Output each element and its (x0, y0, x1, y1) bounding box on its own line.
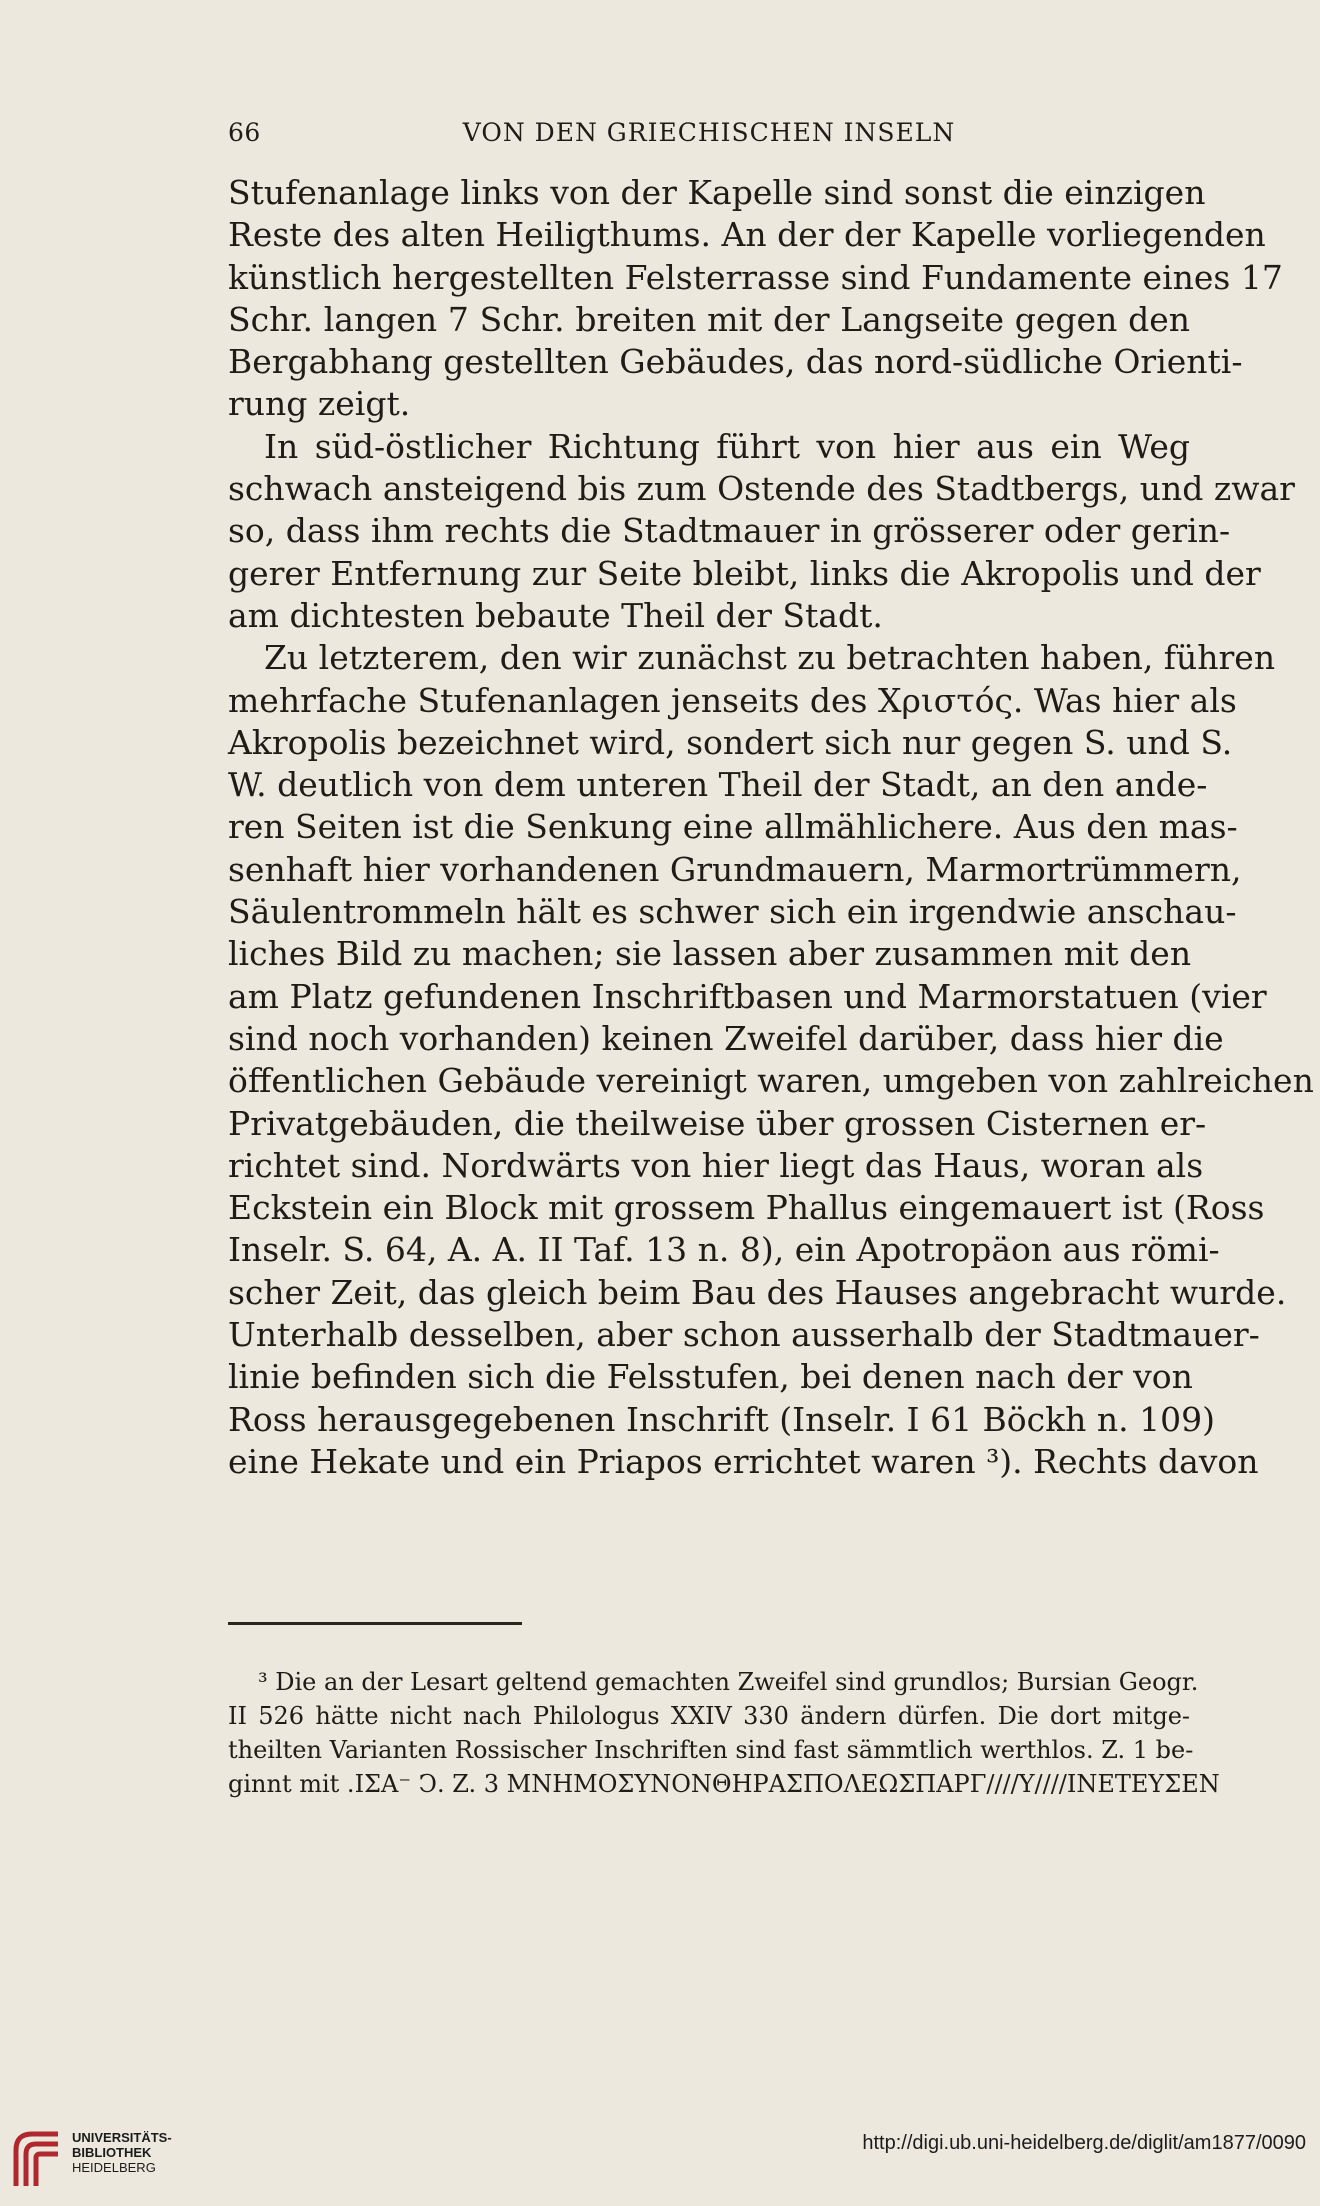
text-line: Säulentrommeln hält es schwer sich ein irgendwie anschau- (228, 892, 1237, 932)
footnote-line: II 526 hätte nicht nach Philologus XXIV 330 ändern dürfen. Die dort mitge- (228, 1702, 1190, 1730)
text-line: linie befinden sich die Felsstufen, bei denen nach der von (228, 1357, 1193, 1397)
library-logo-text (72, 2130, 172, 2175)
footnote-rule (228, 1622, 522, 1625)
text-line: liches Bild zu machen; sie lassen aber zusammen mit den (228, 934, 1192, 974)
text-line: eine Hekate und ein Priapos errichtet waren ³). Rechts davon (228, 1441, 1259, 1481)
text-line: gerer Entfernung zur Seite bleibt, links die Akropolis und der (228, 553, 1261, 593)
logo-line-3: HEIDELBERG (72, 2160, 156, 2175)
text-line: am dichtesten bebaute Theil der Stadt. (228, 595, 883, 635)
permalink-url[interactable]: http://digi.ub.uni-heidelberg.de/diglit/am1877/0090 (862, 2132, 1306, 2154)
text-line: Unterhalb desselben, aber schon ausserhalb der Stadtmauer- (228, 1315, 1260, 1355)
running-head (228, 118, 1190, 158)
text-line: Reste des alten Heiligthums. An der der Kapelle vorliegenden (228, 215, 1266, 255)
text-line: In süd-östlicher Richtung führt von hier aus ein Weg (264, 426, 1190, 466)
footnote-line: ginnt mit .ΙΣΑ⁻ Ͻ. Z. 3 ΜΝΗΜΟΣΥΝΟΝΘΗΡΑΣΠΟΛΕΩΣΠΑΡΓ////Υ////ΙΝΕΤΕΥΣΕΝ (228, 1770, 1220, 1798)
text-line: Eckstein ein Block mit grossem Phallus eingemauert ist (Ross (228, 1188, 1265, 1228)
footnote-line: ³ Die an der Lesart geltend gemachten Zweifel sind grundlos; Bursian Geogr. (258, 1668, 1199, 1696)
text-line: sind noch vorhanden) keinen Zweifel darüber, dass hier die (228, 1018, 1224, 1058)
text-line: scher Zeit, das gleich beim Bau des Hauses angebracht wurde. (228, 1272, 1287, 1312)
text-line: Inselr. S. 64, A. A. II Taf. 13 n. 8), ein Apotropäon aus römi- (228, 1230, 1220, 1270)
text-line: schwach ansteigend bis zum Ostende des Stadtbergs, und zwar (228, 469, 1295, 509)
text-line: Zu letzterem, den wir zunächst zu betrachten haben, führen (264, 638, 1276, 678)
text-line: so, dass ihm rechts die Stadtmauer in grösserer oder gerin- (228, 511, 1231, 551)
logo-line-1: UNIVERSITÄTS- (72, 2130, 172, 2145)
text-line: Akropolis bezeichnet wird, sondert sich nur gegen S. und S. (228, 722, 1233, 762)
text-line: Schr. langen 7 Schr. breiten mit der Langseite gegen den (228, 299, 1190, 339)
text-line: öffentlichen Gebäude vereinigt waren, umgeben von zahlreichen (228, 1061, 1314, 1101)
text-line: ren Seiten ist die Senkung eine allmählichere. Aus den mas- (228, 807, 1238, 847)
text-line: rung zeigt. (228, 384, 411, 424)
text-line: richtet sind. Nordwärts von hier liegt das Haus, woran als (228, 1145, 1204, 1185)
text-line: Ross herausgegebenen Inschrift (Inselr. I 61 Böckh n. 109) (228, 1399, 1215, 1439)
body-text (228, 172, 1314, 1483)
text-line: am Platz gefundenen Inschriftbasen und Marmorstatuen (vier (228, 976, 1267, 1016)
text-line: W. deutlich von dem unteren Theil der Stadt, an den ande- (228, 765, 1208, 805)
library-logo[interactable] (10, 2122, 180, 2192)
footnote (228, 1665, 1220, 1801)
text-line: künstlich hergestellten Felsterrasse sind Fundamente eines 17 (228, 257, 1283, 297)
footer (0, 2122, 1320, 2206)
text-line: Bergabhang gestellten Gebäudes, das nord-südliche Orienti- (228, 342, 1243, 382)
text-line: Stufenanlage links von der Kapelle sind sonst die einzigen (228, 173, 1206, 212)
footnote-line: theilten Varianten Rossischer Inschriften sind fast sämmtlich werthlos. Z. 1 be- (228, 1736, 1194, 1764)
text-line: senhaft hier vorhandenen Grundmauern, Marmortrümmern, (228, 849, 1242, 889)
text-line: mehrfache Stufenanlagen jenseits des Χριστός. Was hier als (228, 680, 1237, 720)
page-number: 66 (228, 118, 261, 147)
logo-line-2: BIBLIOTHEK (72, 2145, 152, 2160)
text-line: Privatgebäuden, die theilweise über grossen Cisternen er- (228, 1103, 1207, 1143)
running-title: VON DEN GRIECHISCHEN INSELN (462, 118, 956, 147)
library-logo-icon (10, 2128, 64, 2190)
